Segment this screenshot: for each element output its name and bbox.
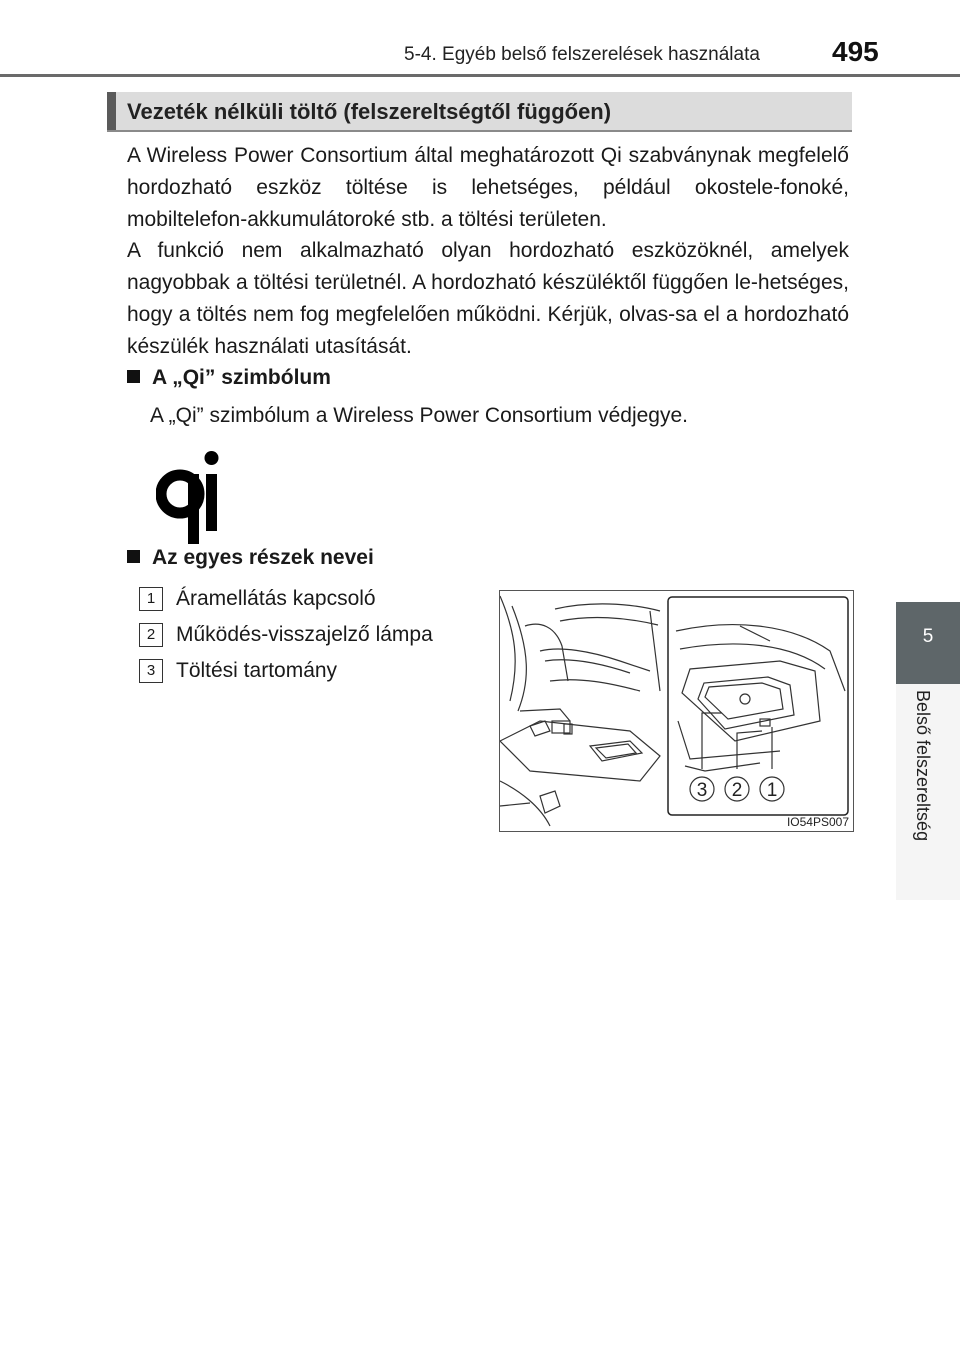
- part-item-3: [139, 659, 337, 683]
- limitation-paragraph: A funkció nem alkalmazható olyan hordozható eszközöknél, amelyek nagyobbak a töltési területnél. A hordozható készüléktől függően le-hetséges, hogy a töltés nem fog megfelelően működni. Kérjük, olvas-sa el a hordozható készülék használati utasítását.: [127, 239, 849, 358]
- header-rule: [0, 74, 960, 77]
- part-label: Áramellátás kapcsoló: [176, 587, 376, 610]
- qi-trademark-text: A „Qi” szimbólum a Wireless Power Consortium védjegye.: [150, 404, 689, 427]
- qi-subheading: [127, 366, 331, 390]
- part-item-2: [139, 623, 433, 647]
- console-drawing: [500, 591, 853, 831]
- chapter-tab-label: Belső felszereltség: [913, 690, 933, 842]
- part-item-1: [139, 587, 376, 611]
- intro-paragraph: A Wireless Power Consortium által meghatározott Qi szabványnak megfelelő hordozható eszköz töltése is lehetséges, például okostele-fonoké, mobiltelefon-akkumulátoroké stb. a töltési területen.: [127, 144, 849, 231]
- part-label: Működés-visszajelző lámpa: [176, 623, 433, 646]
- chapter-tab-number: 5: [922, 626, 934, 647]
- figure-callout: 2: [731, 780, 743, 801]
- figure-callout: 1: [766, 780, 778, 801]
- charger-illustration: [499, 590, 854, 832]
- square-bullet-icon: [127, 370, 140, 383]
- parts-subheading-text: Az egyes részek nevei: [152, 546, 374, 569]
- section-heading-bar: [107, 92, 116, 130]
- square-bullet-icon: [127, 550, 140, 563]
- part-number-badge: 3: [139, 659, 163, 683]
- section-heading-text: Vezeték nélküli töltő (felszereltségtől függően): [127, 99, 612, 124]
- qi-subheading-text: A „Qi” szimbólum: [152, 366, 331, 389]
- parts-subheading: [127, 546, 374, 570]
- part-label: Töltési tartomány: [176, 659, 338, 682]
- page-number: 495: [832, 36, 879, 67]
- qi-logo-icon: [156, 448, 226, 546]
- figure-callout: 3: [696, 780, 708, 801]
- figure-code: IO54PS007: [786, 815, 849, 829]
- section-heading: [107, 92, 852, 132]
- part-number-badge: 2: [139, 623, 163, 647]
- part-number-badge: 1: [139, 587, 163, 611]
- running-header: 5-4. Egyéb belső felszerelések használata: [404, 44, 760, 65]
